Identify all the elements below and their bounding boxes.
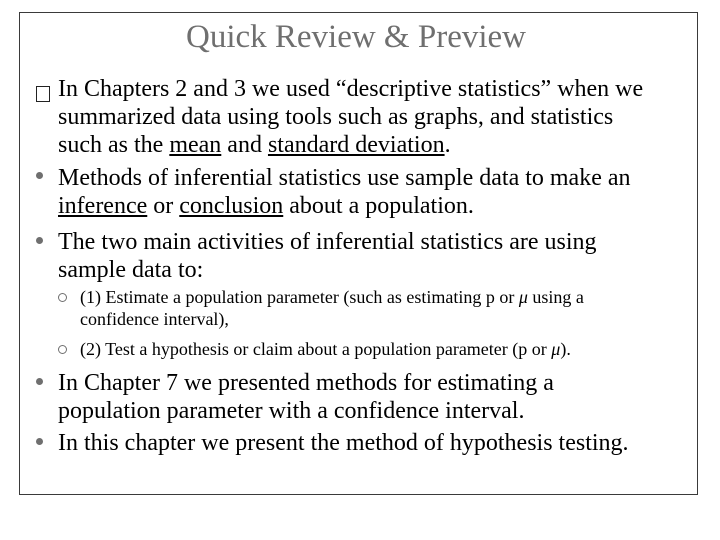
bullet-2-line-2: inference or conclusion about a population. xyxy=(58,193,474,219)
term-conclusion: conclusion xyxy=(179,193,284,219)
bullet-1-line-2: summarized data using tools such as graphs, and statistics xyxy=(58,104,614,130)
bullet-4-line-2: population parameter with a confidence interval. xyxy=(58,398,525,424)
term-standard-deviation: standard deviation xyxy=(267,132,445,158)
term-inference: inference xyxy=(58,193,148,219)
checkbox-glyph-icon xyxy=(36,86,50,102)
term-mean: mean xyxy=(169,132,222,158)
slide-title: Quick Review & Preview xyxy=(185,19,526,55)
bullet-3-line-2: sample data to: xyxy=(58,257,204,283)
bullet-dot-icon xyxy=(36,237,43,244)
bullet-dot-icon xyxy=(36,172,43,179)
bullet-4-line-1: In Chapter 7 we presented methods for estimating a xyxy=(58,370,554,396)
sub-bullet-1-line-2: confidence interval), xyxy=(80,309,229,329)
sub-bullet-2-line-1: (2) Test a hypothesis or claim about a population parameter (p or μ). xyxy=(80,339,571,359)
sub-bullet-circle-icon xyxy=(58,293,67,302)
bullet-5-line-1: In this chapter we present the method of hypothesis testing. xyxy=(58,430,629,456)
bullet-dot-icon xyxy=(36,438,43,445)
bullet-3-line-1: The two main activities of inferential statistics are using xyxy=(58,229,597,255)
bullet-1-line-1: In Chapters 2 and 3 we used “descriptive statistics” when we xyxy=(58,76,644,102)
bullet-2-line-1: Methods of inferential statistics use sample data to make an xyxy=(58,165,631,191)
sub-bullet-1-line-1: (1) Estimate a population parameter (such as estimating p or μ using a xyxy=(80,287,584,307)
sub-bullet-circle-icon xyxy=(58,345,67,354)
bullet-dot-icon xyxy=(36,378,43,385)
bullet-1-line-3: such as the mean and standard deviation. xyxy=(58,132,451,158)
